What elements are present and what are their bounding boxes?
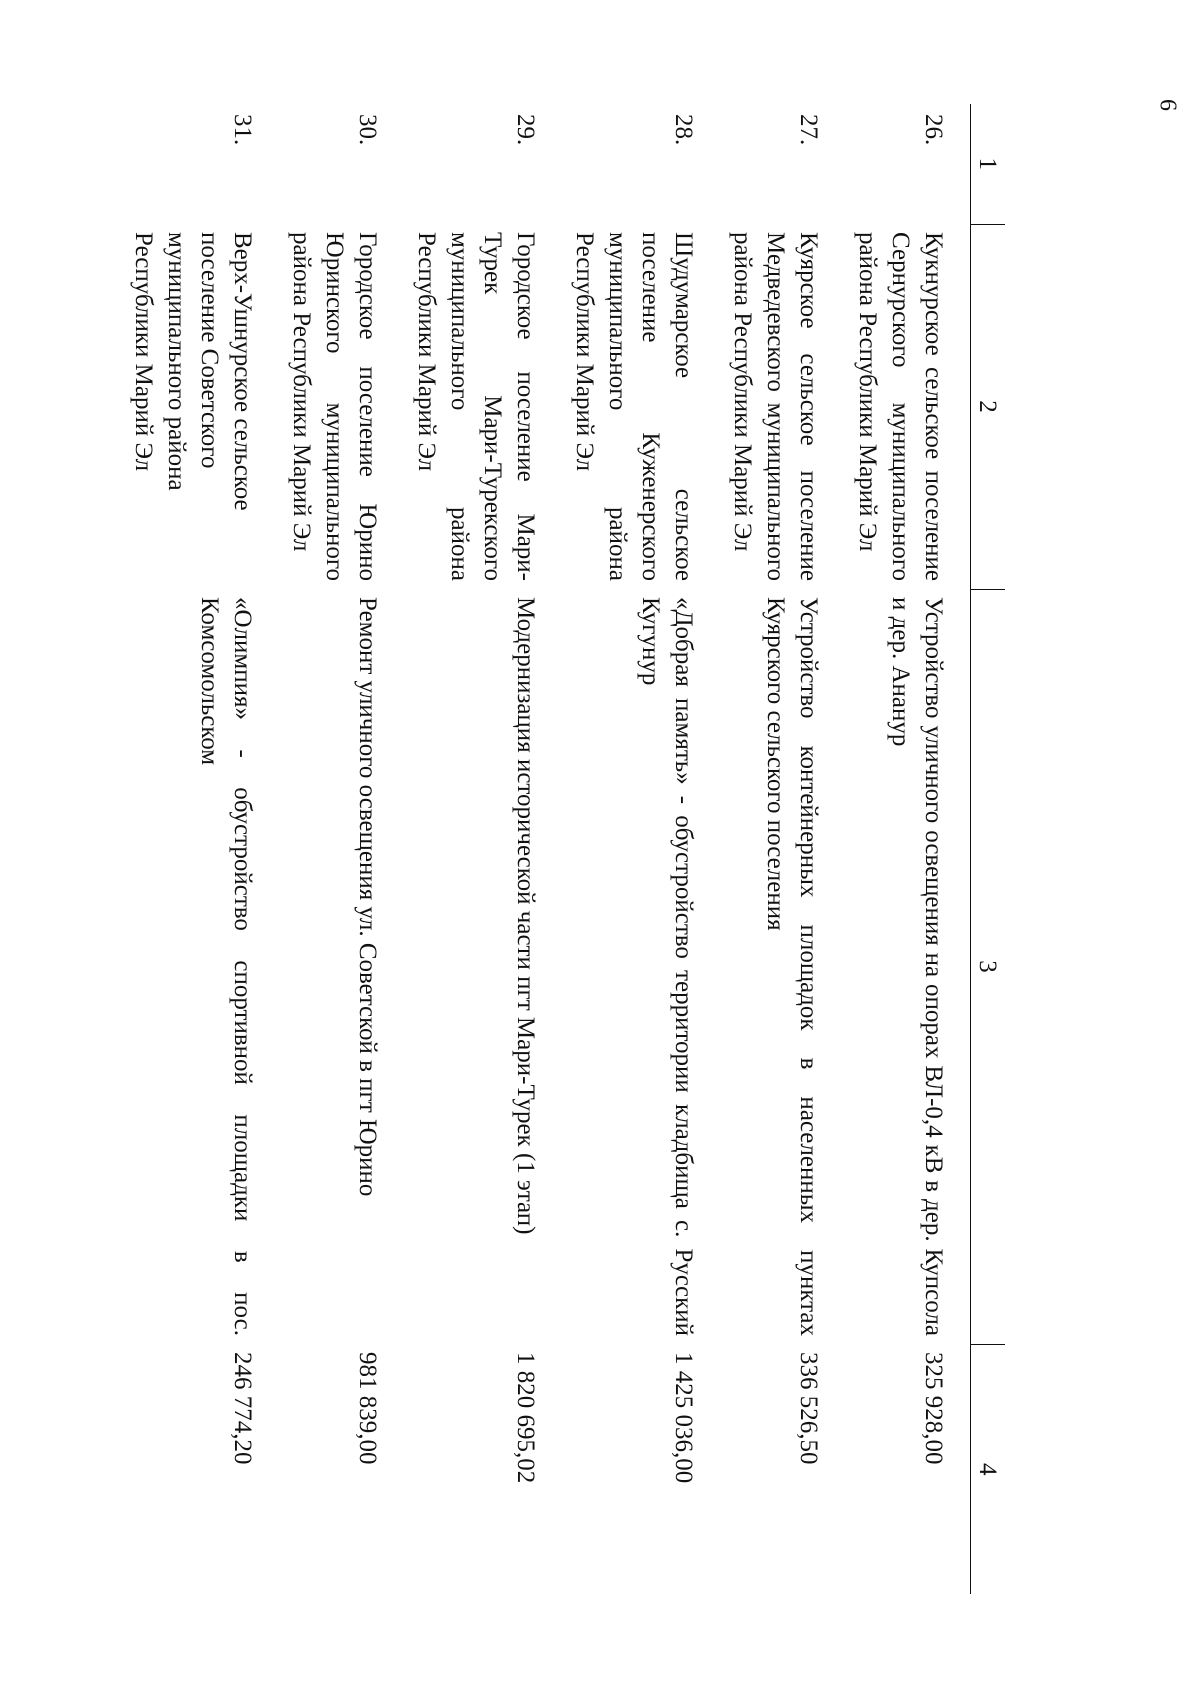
row-number: 29.: [512, 114, 539, 146]
row-number: 26.: [920, 114, 947, 146]
project-description: Устройство уличного освещения на опорах ВЛ-0,4 кВ в дер. Купсола и дер. Ананур: [887, 597, 947, 1336]
project-description: «Добрая память» - обустройство территории кладбища с. Русский Кугунур: [637, 597, 697, 1336]
project-description: «Олимпия» - обустройство спортивной площадки в пос. Комсомольском: [196, 597, 256, 1336]
amount: 1 820 695,02: [512, 1352, 539, 1484]
table-row: [720, 104, 845, 1594]
row-number: 27.: [795, 114, 822, 146]
amount: 325 928,00: [920, 1352, 947, 1465]
table-row: [279, 104, 404, 1594]
settlement-name: Куярское сельское поселение Медведевского муниципального района Республики Марий Эл: [729, 232, 822, 581]
settlement-name: Кукнурское сельское поселение Сернурского муниципального района Республики Марий Эл: [854, 232, 947, 581]
settlement-name: Городское поселение Мари-Турек Мари-Турекского муниципального района Республики Марий Эл: [413, 232, 539, 581]
column-header-4: 4: [971, 1344, 1006, 1594]
project-description: Модернизация исторической части пгт Мари-Турек (1 этап): [512, 597, 539, 1235]
amount: 336 526,50: [795, 1352, 822, 1465]
table-row: [121, 104, 279, 1594]
table-row: [562, 104, 720, 1594]
settlement-name: Городское поселение Юрино Юринского муниципального района Республики Марий Эл: [288, 232, 381, 581]
row-number: 28.: [670, 114, 697, 146]
table-row: [404, 104, 562, 1594]
rotated-table-container: [130, 104, 1005, 1594]
row-number: 30.: [354, 114, 381, 146]
column-header-2: 2: [971, 224, 1006, 589]
data-table: [121, 104, 1005, 1594]
amount: 981 839,00: [354, 1352, 381, 1465]
settlement-name: Шудумарское сельское поселение Куженерского муниципального района Республики Марий Эл: [571, 232, 697, 581]
column-header-1: 1: [971, 104, 1006, 224]
header-row: [971, 104, 1006, 1594]
amount: 246 774,20: [229, 1352, 256, 1465]
amount: 1 425 036,00: [670, 1352, 697, 1484]
column-header-3: 3: [971, 589, 1006, 1344]
project-description: Ремонт уличного освещения ул. Советской в пгт Юрино: [354, 597, 381, 1197]
settlement-name: Верх-Ушнурское сельское поселение Советского муниципального района Республики Марий Эл: [130, 232, 256, 511]
table-row: [845, 104, 971, 1594]
project-description: Устройство контейнерных площадок в населенных пунктах Куярского сельского поселения: [762, 597, 822, 1336]
row-number: 31.: [229, 114, 256, 146]
page-number: 6: [1154, 99, 1181, 111]
